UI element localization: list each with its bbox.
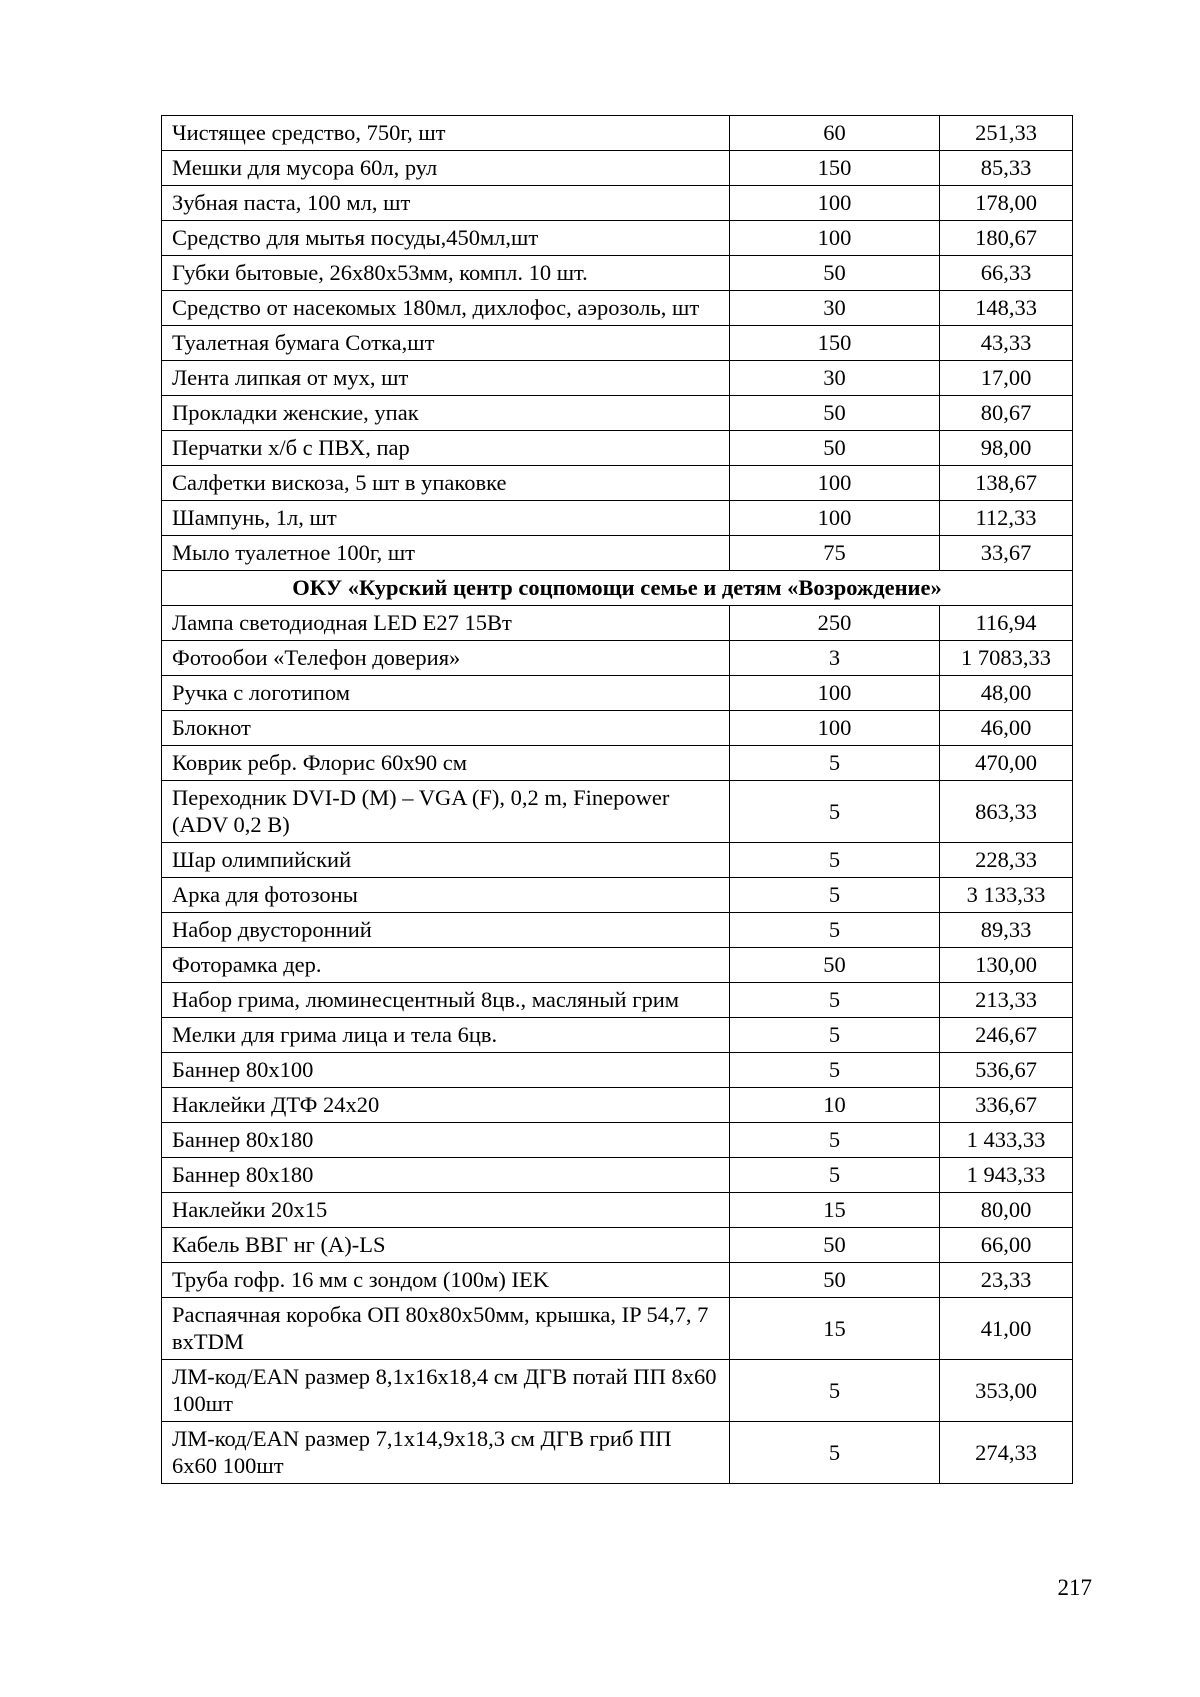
item-name-cell: Кабель ВВГ нг (А)-LS bbox=[162, 1228, 730, 1263]
item-quantity-cell: 5 bbox=[730, 1018, 940, 1053]
table-row bbox=[162, 1053, 1073, 1088]
item-quantity-cell: 5 bbox=[730, 1422, 940, 1484]
item-name-cell: Переходник DVI-D (M) – VGA (F), 0,2 m, Finepower (ADV 0,2 B) bbox=[162, 781, 730, 843]
section-header-row bbox=[162, 571, 1073, 606]
item-quantity-cell: 5 bbox=[730, 1158, 940, 1193]
item-name-cell: Лента липкая от мух, шт bbox=[162, 361, 730, 396]
item-price-cell: 43,33 bbox=[940, 326, 1073, 361]
item-quantity-cell: 50 bbox=[730, 1263, 940, 1298]
item-name-cell: Средство от насекомых 180мл, дихлофос, аэрозоль, шт bbox=[162, 291, 730, 326]
table-row bbox=[162, 1158, 1073, 1193]
table-row bbox=[162, 1228, 1073, 1263]
table-row bbox=[162, 913, 1073, 948]
item-name-cell: Баннер 80х100 bbox=[162, 1053, 730, 1088]
item-price-cell: 251,33 bbox=[940, 116, 1073, 151]
item-price-cell: 116,94 bbox=[940, 606, 1073, 641]
item-price-cell: 46,00 bbox=[940, 711, 1073, 746]
item-quantity-cell: 50 bbox=[730, 1228, 940, 1263]
item-price-cell: 66,33 bbox=[940, 256, 1073, 291]
item-price-cell: 66,00 bbox=[940, 1228, 1073, 1263]
item-quantity-cell: 5 bbox=[730, 1123, 940, 1158]
item-quantity-cell: 100 bbox=[730, 221, 940, 256]
goods-table bbox=[161, 115, 1073, 1484]
table-row bbox=[162, 641, 1073, 676]
item-quantity-cell: 5 bbox=[730, 746, 940, 781]
item-name-cell: Шар олимпийский bbox=[162, 843, 730, 878]
item-quantity-cell: 150 bbox=[730, 326, 940, 361]
item-name-cell: Блокнот bbox=[162, 711, 730, 746]
item-quantity-cell: 100 bbox=[730, 711, 940, 746]
item-name-cell: Салфетки вискоза, 5 шт в упаковке bbox=[162, 466, 730, 501]
item-name-cell: Коврик ребр. Флорис 60х90 см bbox=[162, 746, 730, 781]
item-price-cell: 1 943,33 bbox=[940, 1158, 1073, 1193]
table-row bbox=[162, 781, 1073, 843]
item-quantity-cell: 5 bbox=[730, 1053, 940, 1088]
section-title: ОКУ «Курский центр соцпомощи семье и детям «Возрождение» bbox=[162, 571, 1073, 606]
item-price-cell: 3 133,33 bbox=[940, 878, 1073, 913]
item-name-cell: Наклейки ДТФ 24х20 bbox=[162, 1088, 730, 1123]
item-quantity-cell: 250 bbox=[730, 606, 940, 641]
item-quantity-cell: 100 bbox=[730, 676, 940, 711]
table-row bbox=[162, 1298, 1073, 1360]
item-quantity-cell: 50 bbox=[730, 396, 940, 431]
item-name-cell: Шампунь, 1л, шт bbox=[162, 501, 730, 536]
item-price-cell: 1 7083,33 bbox=[940, 641, 1073, 676]
item-name-cell: ЛМ-код/EAN размер 8,1х16х18,4 см ДГВ потай ПП 8х60 100шт bbox=[162, 1360, 730, 1422]
item-quantity-cell: 5 bbox=[730, 878, 940, 913]
table-row bbox=[162, 1123, 1073, 1158]
table-row bbox=[162, 396, 1073, 431]
item-name-cell: Распаячная коробка ОП 80х80х50мм, крышка, IP 54,7, 7 вхTDM bbox=[162, 1298, 730, 1360]
item-quantity-cell: 30 bbox=[730, 361, 940, 396]
item-price-cell: 228,33 bbox=[940, 843, 1073, 878]
item-name-cell: Арка для фотозоны bbox=[162, 878, 730, 913]
table-row bbox=[162, 1018, 1073, 1053]
item-price-cell: 470,00 bbox=[940, 746, 1073, 781]
item-price-cell: 246,67 bbox=[940, 1018, 1073, 1053]
item-name-cell: Зубная паста, 100 мл, шт bbox=[162, 186, 730, 221]
page-number: 217 bbox=[1057, 1575, 1092, 1600]
item-price-cell: 98,00 bbox=[940, 431, 1073, 466]
table-row bbox=[162, 361, 1073, 396]
item-name-cell: Фотообои «Телефон доверия» bbox=[162, 641, 730, 676]
item-quantity-cell: 15 bbox=[730, 1298, 940, 1360]
table-row bbox=[162, 711, 1073, 746]
table-row bbox=[162, 746, 1073, 781]
table-row bbox=[162, 501, 1073, 536]
item-name-cell: Чистящее средство, 750г, шт bbox=[162, 116, 730, 151]
item-name-cell: Мешки для мусора 60л, рул bbox=[162, 151, 730, 186]
item-name-cell: Средство для мытья посуды,450мл,шт bbox=[162, 221, 730, 256]
item-quantity-cell: 5 bbox=[730, 983, 940, 1018]
item-quantity-cell: 5 bbox=[730, 843, 940, 878]
item-price-cell: 80,67 bbox=[940, 396, 1073, 431]
table-row bbox=[162, 1360, 1073, 1422]
item-price-cell: 17,00 bbox=[940, 361, 1073, 396]
item-name-cell: Лампа светодиодная LED E27 15Вт bbox=[162, 606, 730, 641]
item-quantity-cell: 100 bbox=[730, 501, 940, 536]
item-quantity-cell: 50 bbox=[730, 431, 940, 466]
item-price-cell: 863,33 bbox=[940, 781, 1073, 843]
table-row bbox=[162, 466, 1073, 501]
item-price-cell: 80,00 bbox=[940, 1193, 1073, 1228]
item-name-cell: Труба гофр. 16 мм с зондом (100м) IEK bbox=[162, 1263, 730, 1298]
item-price-cell: 336,67 bbox=[940, 1088, 1073, 1123]
table-row bbox=[162, 1193, 1073, 1228]
item-price-cell: 180,67 bbox=[940, 221, 1073, 256]
item-name-cell: Баннер 80х180 bbox=[162, 1158, 730, 1193]
item-price-cell: 33,67 bbox=[940, 536, 1073, 571]
item-price-cell: 213,33 bbox=[940, 983, 1073, 1018]
table-row bbox=[162, 1088, 1073, 1123]
table-row bbox=[162, 878, 1073, 913]
item-quantity-cell: 5 bbox=[730, 781, 940, 843]
item-name-cell: Ручка с логотипом bbox=[162, 676, 730, 711]
item-quantity-cell: 15 bbox=[730, 1193, 940, 1228]
table-row bbox=[162, 221, 1073, 256]
item-price-cell: 1 433,33 bbox=[940, 1123, 1073, 1158]
table-row bbox=[162, 676, 1073, 711]
item-name-cell: ЛМ-код/EAN размер 7,1х14,9х18,3 см ДГВ гриб ПП 6х60 100шт bbox=[162, 1422, 730, 1484]
table-row bbox=[162, 843, 1073, 878]
item-price-cell: 85,33 bbox=[940, 151, 1073, 186]
item-price-cell: 274,33 bbox=[940, 1422, 1073, 1484]
table-row bbox=[162, 983, 1073, 1018]
item-quantity-cell: 100 bbox=[730, 186, 940, 221]
item-name-cell: Мыло туалетное 100г, шт bbox=[162, 536, 730, 571]
item-price-cell: 178,00 bbox=[940, 186, 1073, 221]
item-price-cell: 130,00 bbox=[940, 948, 1073, 983]
table-row bbox=[162, 326, 1073, 361]
item-name-cell: Туалетная бумага Сотка,шт bbox=[162, 326, 730, 361]
item-price-cell: 353,00 bbox=[940, 1360, 1073, 1422]
item-quantity-cell: 60 bbox=[730, 116, 940, 151]
item-name-cell: Набор грима, люминесцентный 8цв., масляный грим bbox=[162, 983, 730, 1018]
item-name-cell: Прокладки женские, упак bbox=[162, 396, 730, 431]
item-price-cell: 48,00 bbox=[940, 676, 1073, 711]
item-quantity-cell: 75 bbox=[730, 536, 940, 571]
item-name-cell: Баннер 80х180 bbox=[162, 1123, 730, 1158]
item-quantity-cell: 3 bbox=[730, 641, 940, 676]
item-quantity-cell: 150 bbox=[730, 151, 940, 186]
item-name-cell: Набор двусторонний bbox=[162, 913, 730, 948]
item-quantity-cell: 30 bbox=[730, 291, 940, 326]
item-name-cell: Наклейки 20х15 bbox=[162, 1193, 730, 1228]
table-row bbox=[162, 186, 1073, 221]
table-row bbox=[162, 116, 1073, 151]
item-quantity-cell: 10 bbox=[730, 1088, 940, 1123]
table-row bbox=[162, 151, 1073, 186]
item-name-cell: Перчатки х/б с ПВХ, пар bbox=[162, 431, 730, 466]
item-name-cell: Фоторамка дер. bbox=[162, 948, 730, 983]
item-quantity-cell: 5 bbox=[730, 1360, 940, 1422]
item-price-cell: 23,33 bbox=[940, 1263, 1073, 1298]
item-name-cell: Мелки для грима лица и тела 6цв. bbox=[162, 1018, 730, 1053]
table-row bbox=[162, 256, 1073, 291]
item-name-cell: Губки бытовые, 26х80х53мм, компл. 10 шт. bbox=[162, 256, 730, 291]
item-quantity-cell: 5 bbox=[730, 913, 940, 948]
item-price-cell: 536,67 bbox=[940, 1053, 1073, 1088]
table-row bbox=[162, 291, 1073, 326]
item-quantity-cell: 50 bbox=[730, 256, 940, 291]
item-price-cell: 112,33 bbox=[940, 501, 1073, 536]
table-row bbox=[162, 1263, 1073, 1298]
item-price-cell: 138,67 bbox=[940, 466, 1073, 501]
item-quantity-cell: 100 bbox=[730, 466, 940, 501]
item-quantity-cell: 50 bbox=[730, 948, 940, 983]
item-price-cell: 89,33 bbox=[940, 913, 1073, 948]
table-row bbox=[162, 536, 1073, 571]
item-price-cell: 41,00 bbox=[940, 1298, 1073, 1360]
table-row bbox=[162, 1422, 1073, 1484]
item-price-cell: 148,33 bbox=[940, 291, 1073, 326]
table-row bbox=[162, 431, 1073, 466]
table-row bbox=[162, 948, 1073, 983]
table-row bbox=[162, 606, 1073, 641]
goods-table-body bbox=[162, 116, 1073, 1484]
